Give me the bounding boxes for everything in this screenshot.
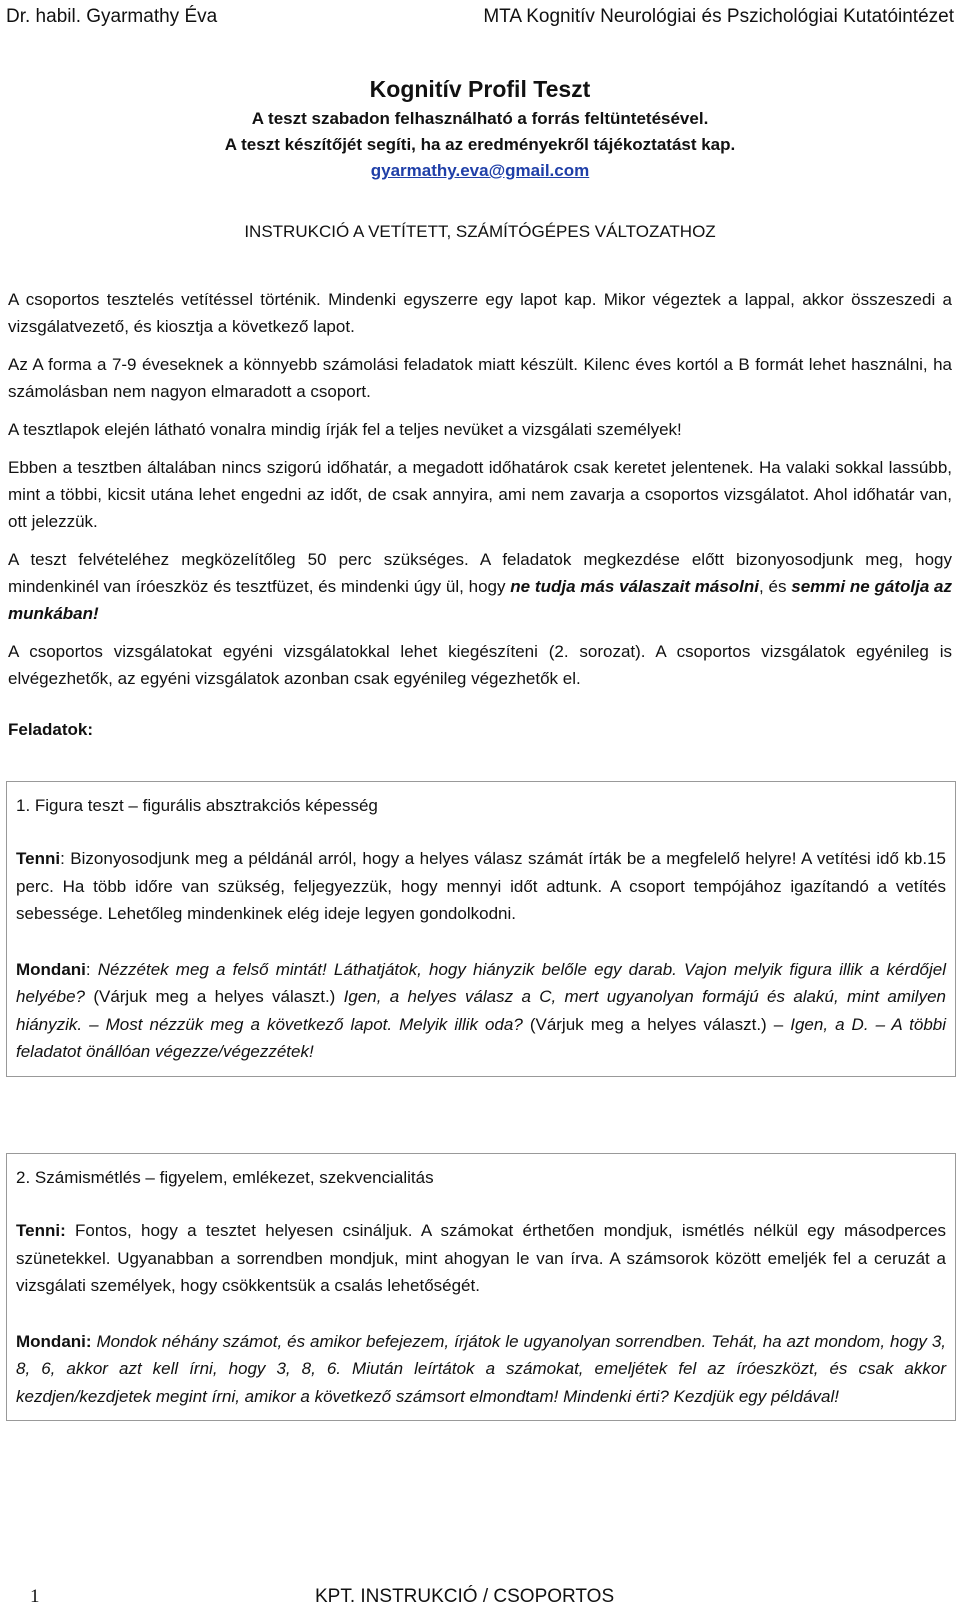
footer-label: KPT. INSTRUKCIÓ / CSOPORTOS xyxy=(315,1586,615,1607)
task1-mondani-label: Mondani xyxy=(16,959,86,979)
task2-title: 2. Számismétlés – figyelem, emlékezet, szekvencialitás xyxy=(16,1168,434,1187)
page-header xyxy=(0,0,960,34)
task2-mondani xyxy=(16,1328,946,1411)
task1-tenni-sep: : xyxy=(60,849,71,868)
task2-tenni-text: Fontos, hogy a tesztet helyesen csináljuk. A számokat érthetően mondjuk, ismétlés nélkül egy másodperces szünetekkel. Ugyanabban a sorrendben mondjuk, mint ahogyan le van írva. A számsorok között emeljék fel a ceruzát a vizsgálati személyek, hogy csökkentsük a csalás lehetőségét. xyxy=(16,1221,946,1295)
document-body xyxy=(8,286,952,754)
duration-text: A teszt felvételéhez megközelítőleg 50 perc szükséges. A feladatok megkezdése előtt bizonyosodjunk meg, hogy mindenkinél van íróeszköz és tesztfüzet, és mindenki úgy ül, hogy xyxy=(8,550,952,596)
task1-mondani-m3: Igen, a helyes válasz a C, mert ugyanolyan formájú és alakú, mint amilyen hiányzik. – Most nézzük meg a következő lapot. Melyik illik oda? xyxy=(16,987,946,1034)
subtitle-feedback: A teszt készítőjét segíti, ha az eredményekről tájékoztatást kap. xyxy=(224,135,736,154)
duration-join: , és xyxy=(759,577,792,596)
task1-tenni-label: Tenni xyxy=(16,849,61,868)
task2-mondani-text: Mondok néhány számot, és amikor befejezem, írjátok le ugyanolyan sorrendben. Tehát, ha azt mondom, hogy 3, 8, 6, akkor azt kell írni, hogy 3, 8, 6. Miután leírtátok a számokat, emeljétek fel az íróeszközt, és csak akkor kezdjen/kezdjetek megint írni, amikor a következő számsort elmondtam! Mindenki érti? Kezdjük egy példával! xyxy=(16,1331,946,1406)
task1-mondani-sep: : xyxy=(85,959,98,979)
task1-mondani-m2: (Várjuk meg a helyes választ.) xyxy=(85,987,344,1006)
duration-emphasis-copy: ne tudja más válaszait másolni xyxy=(510,577,759,596)
paragraph-forms: Az A forma a 7-9 éveseknek a könnyebb számolási feladatok miatt készült. Kilenc éves kortól a B formát lehet használni, ha számolásban nem nagyon elmaradott a csoport. xyxy=(8,355,952,401)
duration-emphasis-work: semmi ne gátolja az munkában! xyxy=(8,577,953,623)
subtitle-usage: A teszt szabadon felhasználható a forrás feltüntetésével. xyxy=(251,109,709,128)
task2-tenni xyxy=(16,1217,946,1300)
task1-tenni xyxy=(16,845,946,928)
task2-box xyxy=(6,1153,956,1421)
task2-mondani-label: Mondani: xyxy=(16,1331,92,1351)
task2-tenni-label: Tenni: xyxy=(16,1221,66,1240)
task1-tenni-text: Bizonyosodjunk meg a példánál arról, hogy a helyes válasz számát írták be a megfelelő helyre! A vetítési idő kb.15 perc. Ha több időre van szükség, feljegyezzük, hogy mennyi időt adtunk. A csoport tempójához igazítandó a vetítés sebessége. Lehetőleg mindenkinek elég ideje legyen gondolkodni. xyxy=(16,849,946,923)
document-title: Kognitív Profil Teszt xyxy=(369,76,591,102)
author-email-link[interactable]: gyarmathy.eva@gmail.com xyxy=(370,161,590,180)
paragraph-time-limits: Ebben a tesztben általában nincs szigorú időhatár, a megadott időhatárok csak keretet jelentenek. Ha valaki sokkal lassúbb, mint a többi, kicsit utána lehet engedni az időt, de csak annyira, ami nem zavarja a csoportos vizsgálatot. Ahol időhatár van, ott jelezzük. xyxy=(8,458,952,531)
task1-mondani-m4: (Várjuk meg a helyes választ.) – xyxy=(522,1014,791,1034)
tasks-heading: Feladatok: xyxy=(8,720,94,739)
task1-title: 1. Figura teszt – figurális absztrakciós képesség xyxy=(16,796,378,815)
paragraph-individual: A csoportos vizsgálatokat egyéni vizsgálatokkal lehet kiegészíteni (2. sorozat). A csoportos vizsgálatok egyénileg is elvégezhetők, az egyéni vizsgálatok azonban csak egyénileg végezhetők el. xyxy=(8,642,952,688)
paragraph-projection: A csoportos tesztelés vetítéssel történik. Mindenki egyszerre egy lapot kap. Mikor végeztek a lappal, akkor összeszedi a vizsgálatvezető, és kiosztja a következő lapot. xyxy=(8,290,952,336)
task1-box xyxy=(6,781,956,1077)
task1-mondani-m5: Igen, a D. – A többi feladatot önállóan végezze/végezzétek! xyxy=(16,1014,947,1061)
header-author: Dr. habil. Gyarmathy Éva xyxy=(6,6,218,27)
paragraph-names: A tesztlapok elején látható vonalra mindig írják fel a teljes nevüket a vizsgálati személyek! xyxy=(8,420,682,439)
page-footer xyxy=(0,1586,960,1613)
header-institute: MTA Kognitív Neurológiai és Pszichológiai Kutatóintézet xyxy=(483,6,954,27)
page-number: 1 xyxy=(30,1586,40,1607)
task1-mondani xyxy=(16,956,946,1066)
title-block xyxy=(0,72,960,181)
paragraph-duration xyxy=(8,546,952,627)
instruction-heading: INSTRUKCIÓ A VETÍTETT, SZÁMÍTÓGÉPES VÁLTOZATHOZ xyxy=(244,222,716,241)
task1-mondani-m1: Nézzétek meg a felső mintát! Láthatjátok, hogy hiányzik belőle egy darab. Vajon melyik figura illik a kérdőjel helyébe? xyxy=(16,959,946,1006)
